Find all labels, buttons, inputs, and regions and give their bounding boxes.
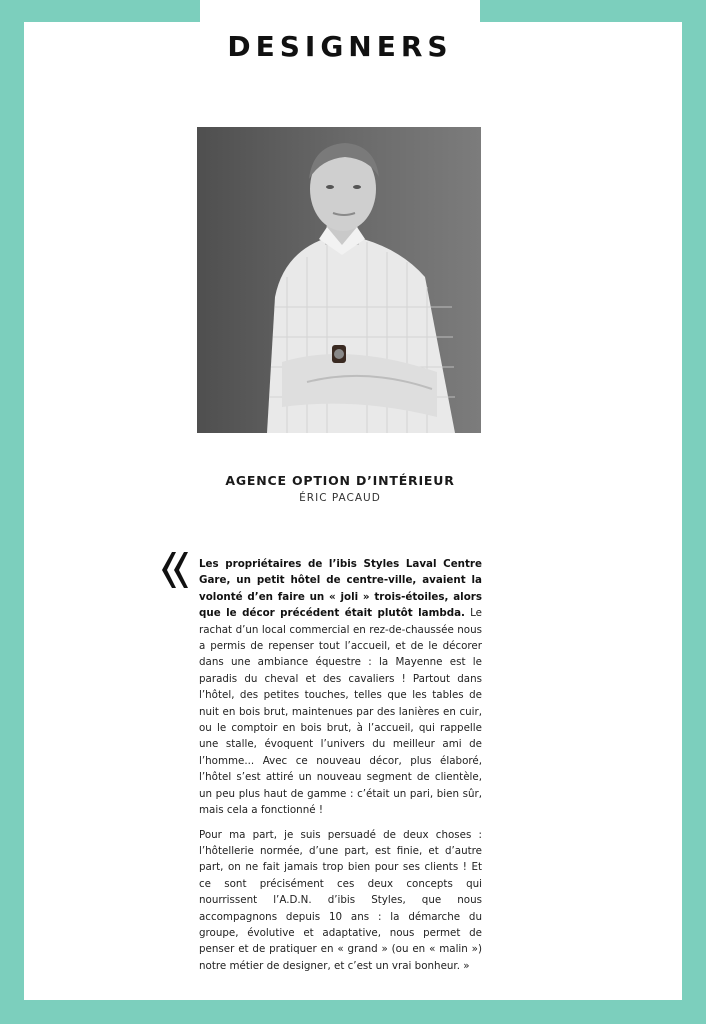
profile-caption — [190, 473, 490, 504]
open-quote-icon — [158, 550, 190, 590]
portrait-illustration — [197, 127, 481, 433]
quote-paragraph-1-rest: Le rachat d’un local commercial en rez-de-chaussée nous a permis de repenser tout l’accueil, et de le décorer dans une ambiance équestre : la Mayenne est le paradis du cheval et des cavaliers ! Partout dans l’hôtel, des petites touches, telles que les tables de nuit en bois brut, maintenues par des lanières en cuir, ou le comptoir en bois brut, à l’accueil, qui rappelle une stalle, évoquent l’univers du meilleur ami de l’homme... Avec ce nouveau décor, plus élaboré, l’hôtel s’est attiré un nouveau segment de clientèle, un peu plus haut de gamme : c’était un pari, bien sûr, mais cela a fonctionné ! — [199, 607, 482, 817]
quote-paragraph-1 — [199, 556, 482, 819]
section-title: DESIGNERS — [227, 30, 453, 63]
agency-name: AGENCE OPTION D’INTÉRIEUR — [225, 473, 455, 488]
person-name: ÉRIC PACAUD — [299, 492, 381, 504]
quote-lead: Les propriétaires de l’ibis Styles Laval Centre Gare, un petit hôtel de centre-ville, avaient la volonté d’en faire un « joli » trois-étoiles, alors que le décor précédent était plutôt lambda. — [199, 558, 482, 620]
portrait-photo — [197, 127, 481, 433]
quote-body — [199, 556, 482, 982]
quote-paragraph-2: Pour ma part, je suis persuadé de deux choses : l’hôtellerie normée, d’une part, est finie, et d’autre part, on ne fait jamais trop bien pour ses clients ! Et ce sont précisément ces deux concepts qui nourrissent l’A.D.N. d’ibis Styles, que nous accompagnons depuis 10 ans : la démarche du groupe, évolutive et adaptative, nous permet de penser et de pratiquer en « grand » (ou en « malin ») notre métier de designer, et c’est un vrai bonheur. » — [199, 828, 482, 972]
